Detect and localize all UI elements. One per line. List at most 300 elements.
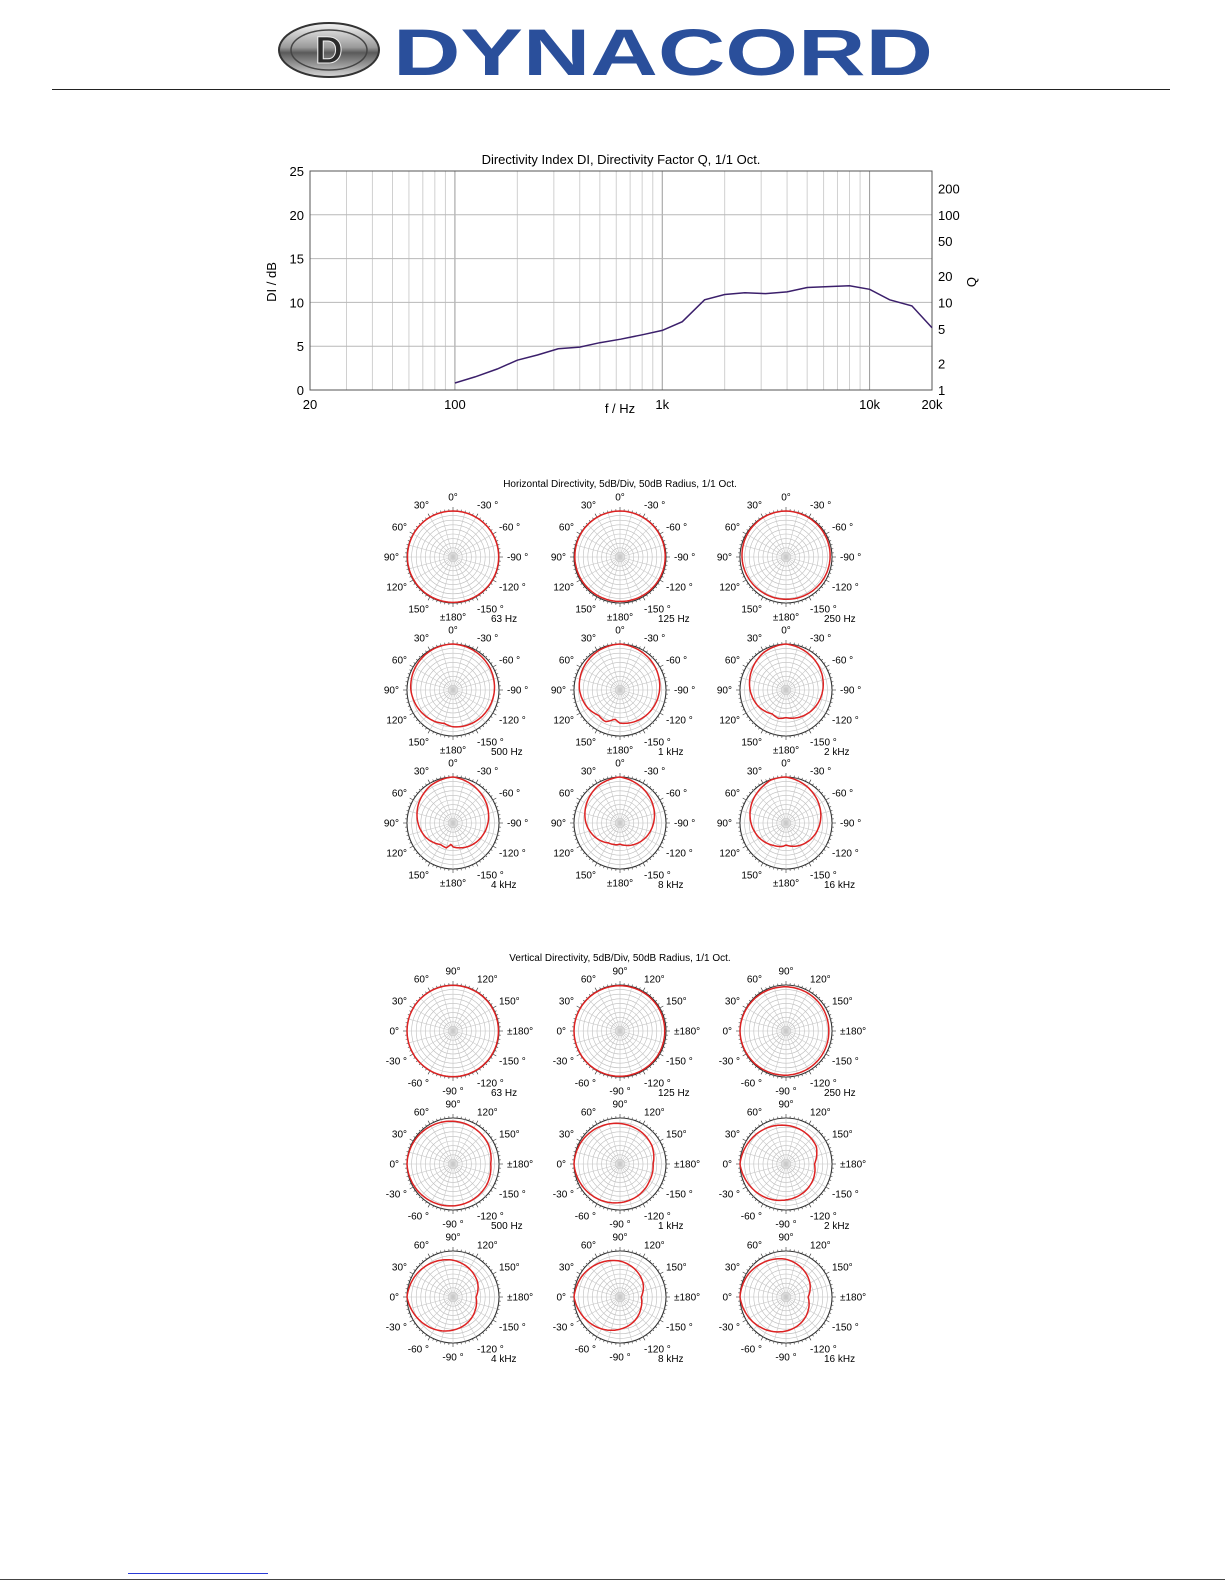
polar-tick [577, 1320, 580, 1322]
polar-tick [819, 789, 820, 790]
polar-tick [493, 713, 496, 715]
polar-tick [755, 1199, 756, 1201]
polar-tick [766, 1206, 767, 1208]
polar-angle-label: -30 ° [644, 500, 666, 512]
polar-angle-label: 90° [383, 552, 399, 564]
polar-tick [428, 1337, 430, 1340]
polar-tick [486, 590, 487, 591]
polar-tick [766, 1120, 767, 1122]
polar-angle-label: 60° [558, 655, 575, 667]
polar-tick [483, 1127, 484, 1129]
polar-tick [805, 987, 806, 989]
polar-tick [595, 780, 597, 783]
polar-tick [419, 656, 420, 657]
polar-tick [422, 1199, 423, 1201]
polar-tick [761, 514, 763, 517]
polar-tick [595, 514, 597, 517]
polar-tick [819, 856, 820, 857]
polar-angle-label: -120 ° [831, 582, 859, 594]
polar-tick [600, 732, 601, 734]
polar-tick [828, 709, 830, 710]
polar-tick [655, 1000, 657, 1001]
polar-tick [809, 647, 811, 650]
polar-tick [433, 865, 434, 867]
polar-tick [639, 779, 640, 781]
polar-tick [486, 997, 487, 998]
polar-angle-label: 90° [612, 1099, 628, 1111]
polar-tick [743, 1320, 746, 1322]
polar-angle-label: ±180° [772, 878, 800, 890]
polar-plot [717, 759, 861, 892]
polar-tick [476, 514, 478, 517]
polar-tick [743, 713, 746, 715]
polar-tick [755, 592, 756, 594]
polar-plot [717, 626, 861, 759]
polar-tick [577, 846, 580, 848]
y2-tick-label: 100 [938, 207, 960, 223]
polar-tick [752, 789, 753, 790]
polar-tick [422, 653, 423, 655]
polar-angle-label: -60 ° [831, 522, 854, 534]
y2-axis-label: Q [964, 276, 979, 288]
polar-tick [653, 723, 654, 724]
polar-tick [595, 1337, 597, 1340]
polar-tick [643, 514, 645, 517]
polar-tick [752, 1330, 753, 1331]
polar-tick [742, 1144, 744, 1145]
polar-plot [551, 493, 695, 626]
polar-tick [809, 780, 811, 783]
polar-angle-label: -150 ° [665, 1322, 693, 1334]
polar-tick [583, 720, 585, 721]
polar-tick [650, 858, 651, 860]
polar-tick [653, 656, 654, 657]
polar-tick [416, 720, 418, 721]
polar-tick [595, 1254, 597, 1257]
polar-tick [577, 1272, 580, 1274]
polar-tick [755, 1260, 756, 1262]
polar-tick [576, 537, 578, 538]
polar-angle-label: 90° [383, 685, 399, 697]
polar-tick [805, 646, 806, 648]
polar-angle-label: -30 ° [810, 633, 832, 645]
polar-tick [653, 1197, 654, 1198]
polar-angle-label: -120 ° [477, 1211, 504, 1223]
polar-angle-label: ±180° [674, 1292, 701, 1304]
polar-tick [472, 1206, 473, 1208]
polar-tick [662, 1011, 664, 1012]
polar-tick [809, 1254, 811, 1257]
polar-tick [743, 846, 746, 848]
polar-tick [752, 656, 753, 657]
polar-angle-label: -90 ° [507, 552, 529, 564]
polar-tick [419, 789, 420, 790]
polar-tick [660, 1320, 663, 1322]
polar-angle-label: 30° [746, 633, 762, 645]
polar-angle-label: ±180° [439, 745, 467, 757]
polar-angle-label: 150° [831, 1262, 853, 1274]
polar-tick [493, 665, 496, 667]
polar-angle-label: -120 ° [810, 1211, 837, 1223]
polar-angle-label: -120 ° [665, 848, 693, 860]
polar-angle-label: 90° [612, 966, 628, 978]
polar-tick [576, 1144, 578, 1145]
polar-plot [386, 1100, 533, 1233]
polar-angle-label: 60° [746, 1107, 762, 1119]
polar-tick [493, 1272, 496, 1274]
polar-tick [428, 647, 430, 650]
polar-tick [433, 779, 434, 781]
polar-angle-label: 30° [580, 500, 596, 512]
polar-tick [805, 1120, 806, 1122]
polar-angle-label: 120° [810, 1107, 831, 1119]
polar-tick [483, 858, 484, 860]
polar-frequency-label: 63 Hz [491, 1088, 518, 1099]
polar-angle-label: -30 ° [552, 1056, 575, 1068]
polar-tick [576, 1277, 578, 1278]
polar-angle-label: 150° [741, 870, 762, 882]
polar-angle-label: 60° [558, 522, 575, 534]
polar-tick [805, 1073, 806, 1075]
polar-angle-label: 120° [477, 1240, 498, 1252]
polar-angle-label: 60° [724, 655, 741, 667]
polar-angle-label: 0° [556, 1159, 566, 1171]
polar-tick [422, 592, 423, 594]
polar-tick [816, 1260, 817, 1262]
polar-angle-label: -120 ° [644, 1344, 671, 1356]
polar-frequency-label: 8 kHz [658, 1354, 684, 1365]
polar-tick [742, 670, 744, 671]
polar-angle-label: 0° [389, 1292, 399, 1304]
polar-tick [743, 1139, 746, 1141]
polar-angle-label: 120° [644, 974, 665, 986]
polar-tick [416, 792, 418, 793]
polar-tick [743, 665, 746, 667]
polar-angle-label: -60 ° [407, 1211, 429, 1223]
polar-tick [643, 1254, 645, 1257]
polar-tick [595, 1204, 597, 1207]
polar-tick [662, 576, 664, 577]
polar-angle-label: ±180° [507, 1026, 534, 1038]
polar-tick [660, 1054, 663, 1056]
polar-tick [761, 647, 763, 650]
polar-angle-label: -150 ° [477, 737, 504, 749]
x-axis-label: f / Hz [604, 401, 636, 416]
polar-tick [643, 988, 645, 991]
polar-tick [761, 1071, 763, 1074]
polar-tick [821, 792, 823, 793]
polar-angle-label: -90 ° [609, 1219, 631, 1231]
polar-tick [816, 520, 817, 522]
polar-tick [655, 659, 657, 660]
polar-tick [805, 779, 806, 781]
polar-tick [600, 1120, 601, 1122]
chart-title: Directivity Index DI, Directivity Factor Q, 1/1 Oct. [481, 152, 761, 167]
polar-tick [493, 798, 496, 800]
polar-tick [662, 1183, 664, 1184]
polar-tick [662, 537, 664, 538]
polar-tick [650, 994, 651, 996]
polar-tick [488, 587, 490, 588]
polar-tick [410, 1139, 413, 1141]
polar-angle-label: 90° [445, 966, 461, 978]
polar-tick [643, 1071, 645, 1074]
polar-angle-label: -120 ° [477, 1078, 504, 1090]
polar-angle-label: 30° [724, 1262, 741, 1274]
polar-plot [386, 967, 533, 1100]
polar-tick [416, 659, 418, 660]
polar-angle-label: ±180° [772, 612, 800, 624]
polar-angle-label: 120° [553, 715, 575, 727]
polar-tick [600, 599, 601, 601]
polar-tick [752, 723, 753, 724]
polar-tick [416, 1327, 418, 1328]
polar-tick [766, 1073, 767, 1075]
polar-tick [409, 803, 411, 804]
polar-angle-label: -120 ° [831, 848, 859, 860]
polar-tick [742, 576, 744, 577]
polar-tick [655, 1266, 657, 1267]
polar-tick [495, 1011, 497, 1012]
polar-tick [761, 1121, 763, 1124]
polar-tick [488, 792, 490, 793]
polar-angle-label: -90 ° [840, 552, 862, 564]
polar-tick [586, 1130, 587, 1131]
polar-tick [749, 1327, 751, 1328]
polar-tick [428, 730, 430, 733]
polar-angle-label: 90° [550, 685, 566, 697]
polar-tick [742, 1183, 744, 1184]
polar-tick [655, 1133, 657, 1134]
polar-tick [476, 1254, 478, 1257]
polar-tick [419, 856, 420, 857]
polar-frequency-label: 2 kHz [824, 1221, 850, 1232]
polar-tick [428, 1071, 430, 1074]
polar-tick [749, 792, 751, 793]
polar-angle-label: -150 ° [831, 1056, 859, 1068]
polar-tick [643, 1121, 645, 1124]
polar-tick [410, 1006, 413, 1008]
horizontal-directivity-chart [0, 470, 1225, 900]
polar-plot [719, 1100, 866, 1233]
polar-tick [821, 720, 823, 721]
polar-tick [749, 1000, 751, 1001]
polar-tick [662, 803, 664, 804]
polar-angle-label: 150° [408, 604, 429, 616]
polar-tick [755, 725, 756, 727]
polar-frequency-label: 16 kHz [824, 880, 856, 891]
polar-tick [650, 1066, 651, 1068]
polar-angle-label: 150° [741, 737, 762, 749]
polar-tick [826, 1006, 829, 1008]
polar-angle-label: 0° [722, 1159, 732, 1171]
polar-angle-label: -120 ° [810, 1078, 837, 1090]
polar-tick [743, 532, 746, 534]
polar-angle-label: 60° [746, 1240, 762, 1252]
polar-tick [595, 730, 597, 733]
polar-angle-label: 150° [741, 604, 762, 616]
polar-plot [717, 493, 861, 626]
polar-tick [643, 863, 645, 866]
polar-tick [819, 997, 820, 998]
polar-angle-label: 30° [558, 996, 575, 1008]
polar-tick [495, 1144, 497, 1145]
polar-plot [719, 1233, 866, 1366]
polar-tick [809, 597, 811, 600]
polar-tick [816, 653, 817, 655]
polar-tick [488, 1061, 490, 1062]
polar-tick [476, 988, 478, 991]
polar-tick [433, 1253, 434, 1255]
polar-tick [600, 1206, 601, 1208]
polar-tick [826, 1272, 829, 1274]
polar-tick [486, 856, 487, 857]
polar-tick [483, 1260, 484, 1262]
polar-tick [472, 779, 473, 781]
polar-angle-label: 150° [665, 1129, 687, 1141]
polar-angle-label: -60 ° [831, 788, 854, 800]
y2-tick-label: 50 [938, 234, 953, 250]
y2-tick-label: 10 [938, 295, 953, 311]
polar-tick [495, 670, 497, 671]
polar-tick [589, 1260, 590, 1262]
polar-tick [639, 732, 640, 734]
polar-angle-label: 30° [724, 1129, 741, 1141]
polar-tick [476, 1204, 478, 1207]
polar-angle-label: -90 ° [609, 1086, 631, 1098]
polar-tick [761, 1204, 763, 1207]
polar-angle-label: 150° [665, 1262, 687, 1274]
polar-angle-label: 120° [719, 715, 741, 727]
polar-angle-label: -90 ° [442, 1086, 464, 1098]
polar-angle-label: 30° [413, 633, 429, 645]
polar-tick [600, 1339, 601, 1341]
polar-tick [662, 1316, 664, 1317]
polar-tick [409, 842, 411, 843]
polar-tick [586, 789, 587, 790]
polar-tick [595, 988, 597, 991]
y-tick-label: 15 [289, 251, 304, 267]
polar-tick [819, 1064, 820, 1065]
polar-tick [643, 597, 645, 600]
footer-link-underline[interactable] [128, 1573, 268, 1574]
polar-tick [428, 863, 430, 866]
polar-tick [805, 732, 806, 734]
polar-frequency-label: 500 Hz [491, 1221, 523, 1232]
polar-tick [749, 1061, 751, 1062]
polar-tick [653, 590, 654, 591]
polar-frequency-label: 125 Hz [658, 1088, 690, 1099]
polar-frequency-label: 4 kHz [491, 1354, 517, 1365]
polar-angle-label: 90° [445, 1099, 461, 1111]
polar-tick [483, 786, 484, 788]
polar-angle-label: 60° [724, 788, 741, 800]
polar-angle-label: 150° [575, 604, 596, 616]
polar-angle-label: 120° [386, 582, 408, 594]
polar-angle-label: 90° [778, 1232, 794, 1244]
polar-tick [821, 1327, 823, 1328]
polar-angle-label: -120 ° [810, 1344, 837, 1356]
dynacord-logo [278, 18, 938, 82]
polar-angle-label: -30 ° [477, 766, 499, 778]
polar-angle-label: ±180° [439, 878, 467, 890]
polar-tick [486, 1263, 487, 1264]
polar-tick [433, 646, 434, 648]
polar-angle-label: -30 ° [477, 633, 499, 645]
polar-tick [766, 987, 767, 989]
polar-tick [653, 789, 654, 790]
polar-tick [486, 1330, 487, 1331]
polar-tick [600, 646, 601, 648]
polar-angle-label: 60° [746, 974, 762, 986]
polar-tick [821, 1194, 823, 1195]
polar-tick [589, 1332, 590, 1334]
y-tick-labels [290, 164, 304, 398]
polar-tick [816, 1199, 817, 1201]
polar-frequency-label: 63 Hz [491, 614, 518, 625]
polar-tick [653, 1330, 654, 1331]
polar-angle-label: -90 ° [674, 552, 696, 564]
polar-angle-label: -120 ° [665, 582, 693, 594]
polar-tick [752, 1197, 753, 1198]
polar-plot [553, 967, 700, 1100]
polar-tick [821, 853, 823, 854]
polar-tick [755, 1332, 756, 1334]
polar-angle-label: 120° [553, 582, 575, 594]
polar-tick [586, 656, 587, 657]
polar-angle-label: 90° [550, 552, 566, 564]
polar-angle-label: 120° [719, 848, 741, 860]
polar-plot [719, 967, 866, 1100]
polar-angle-label: -90 ° [442, 1219, 464, 1231]
polar-tick [743, 580, 746, 582]
polar-tick [472, 1253, 473, 1255]
polar-angle-label: 0° [389, 1026, 399, 1038]
polar-tick [410, 1272, 413, 1274]
polar-angle-label: -150 ° [831, 1189, 859, 1201]
polar-angle-label: -90 ° [775, 1352, 797, 1364]
polar-tick [409, 1316, 411, 1317]
polar-tick [589, 653, 590, 655]
polar-tick [816, 1127, 817, 1129]
polar-tick [410, 1320, 413, 1322]
polar-angle-label: -90 ° [507, 685, 529, 697]
polar-tick [595, 597, 597, 600]
polar-tick [419, 1197, 420, 1198]
polar-angle-label: 60° [391, 522, 408, 534]
polar-tick [495, 1050, 497, 1051]
polar-angle-label: 60° [413, 1107, 429, 1119]
polar-tick [653, 1130, 654, 1131]
polar-tick [419, 590, 420, 591]
polar-angle-label: 0° [722, 1292, 732, 1304]
polar-plot [386, 1233, 533, 1366]
polar-angle-label: 120° [644, 1240, 665, 1252]
polar-angle-label: 0° [781, 758, 791, 770]
polar-tick [660, 1272, 663, 1274]
polar-tick [826, 1054, 829, 1056]
polar-angle-label: 150° [408, 737, 429, 749]
polar-tick [752, 1064, 753, 1065]
polar-angle-label: ±180° [840, 1026, 867, 1038]
polar-tick [809, 1121, 811, 1124]
polar-tick [821, 1133, 823, 1134]
polar-tick [653, 1064, 654, 1065]
polar-tick [660, 798, 663, 800]
chart-grid [310, 171, 932, 390]
polar-tick [476, 1337, 478, 1340]
polar-angle-label: -30 ° [385, 1056, 408, 1068]
